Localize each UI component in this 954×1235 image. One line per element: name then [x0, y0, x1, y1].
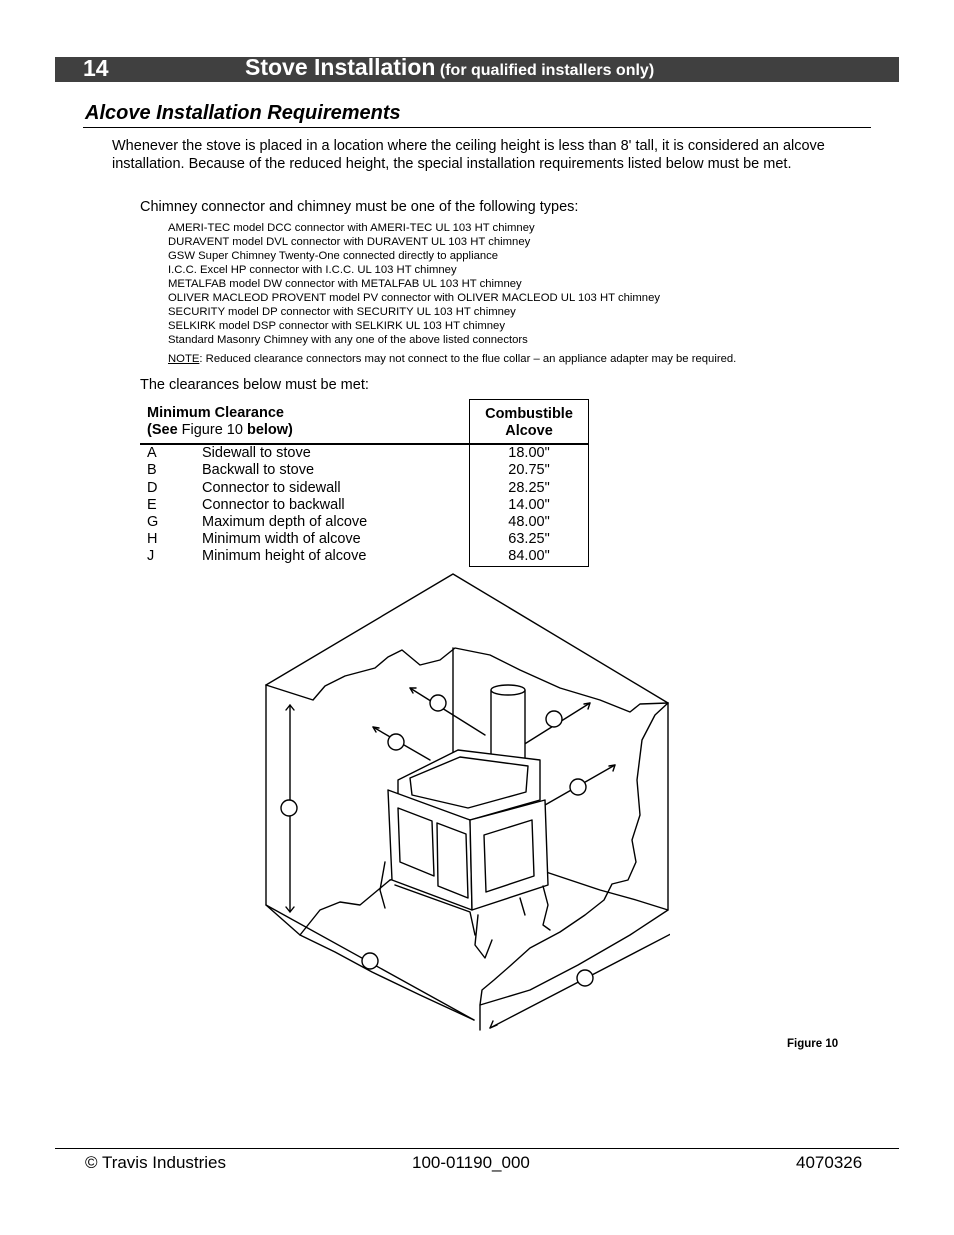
arrow-backwall-connector [410, 688, 485, 735]
min-clearance-header [147, 405, 293, 439]
table-row [140, 445, 589, 462]
row-letter: E [147, 497, 157, 513]
table-row [140, 548, 589, 565]
footer-code: 4070326 [796, 1153, 863, 1172]
table-row [140, 497, 589, 514]
callout-circle [570, 779, 586, 795]
alcove-column-header [470, 406, 588, 440]
row-description: Connector to backwall [202, 497, 345, 513]
row-letter: J [147, 548, 155, 564]
list-item: GSW Super Chimney Twenty-One connected directly to appliance [168, 250, 499, 262]
header-figure-ref: Figure 10 [177, 422, 247, 438]
table-row [140, 462, 589, 479]
list-item: AMERI-TEC model DCC connector with AMERI-TEC UL 103 HT chimney [168, 222, 535, 234]
alcove-ceiling-outline [266, 574, 668, 703]
row-value: 18.00" [508, 445, 550, 461]
chimney-intro: Chimney connector and chimney must be one of the following types: [140, 199, 579, 215]
figure-caption: Figure 10 [787, 1038, 839, 1050]
left-wall-top-edge [266, 648, 668, 712]
page-title-main: Stove Installation [245, 54, 436, 80]
stove-side [470, 800, 548, 910]
footer-divider [55, 1148, 899, 1149]
callout-circle [546, 711, 562, 727]
row-description: Sidewall to stove [202, 445, 311, 461]
footer-document-number: 100-01190_000 [412, 1153, 530, 1172]
row-value: 63.25" [508, 531, 550, 547]
footer-copyright: © Travis Industries [85, 1153, 227, 1172]
callout-circle [430, 695, 446, 711]
row-letter: B [147, 462, 157, 478]
list-item: SELKIRK model DSP connector with SELKIRK UL 103 HT chimney [168, 320, 505, 332]
note-text: : Reduced clearance connectors may not connect to the flue collar – an appliance adapter may be required. [199, 353, 737, 365]
page-header-bar [55, 54, 899, 82]
chimney-type-list [168, 221, 660, 347]
alcove-header-line1: Combustible [485, 406, 573, 422]
intro-paragraph: Whenever the stove is placed in a location where the ceiling height is less than 8' tall, it is considered an alcove installation. Because of the reduced height, the special installation requirements listed below must be met. [112, 138, 825, 172]
floor-right-edge [540, 870, 668, 910]
row-value: 20.75" [508, 462, 550, 478]
clearances-intro: The clearances below must be met: [140, 377, 369, 393]
list-item: METALFAB model DW connector with METALFAB UL 103 HT chimney [168, 278, 522, 290]
row-value: 84.00" [508, 548, 550, 564]
row-letter: H [147, 531, 158, 547]
callout-circle [362, 953, 378, 969]
alcove-header-line2: Alcove [505, 423, 553, 439]
list-item: DURAVENT model DVL connector with DURAVENT UL 103 HT chimney [168, 236, 531, 248]
row-description: Minimum height of alcove [202, 548, 367, 564]
row-description: Minimum width of alcove [202, 531, 361, 547]
note-label: NOTE [168, 353, 200, 365]
min-clearance-header-line1: Minimum Clearance [147, 405, 284, 421]
list-item: I.C.C. Excel HP connector with I.C.C. UL 103 HT chimney [168, 264, 457, 276]
alcove-diagram [260, 572, 670, 1032]
list-item: SECURITY model DP connector with SECURITY UL 103 HT chimney [168, 306, 516, 318]
row-description: Maximum depth of alcove [202, 514, 368, 530]
row-description: Connector to sidewall [202, 480, 341, 496]
table-row [140, 514, 589, 531]
table-row [140, 480, 589, 497]
callout-circle [388, 734, 404, 750]
list-item: OLIVER MACLEOD PROVENT model PV connector with OLIVER MACLEOD UL 103 HT chimney [168, 292, 661, 304]
row-value: 14.00" [508, 497, 550, 513]
row-value: 48.00" [508, 514, 550, 530]
section-divider [83, 127, 871, 128]
page-title [245, 55, 654, 83]
row-value: 28.25" [508, 480, 550, 496]
callout-circle [577, 970, 593, 986]
header-see: (See [147, 422, 178, 438]
section-title: Alcove Installation Requirements [85, 102, 401, 124]
left-wall-floor-tear [300, 880, 390, 935]
row-letter: G [147, 514, 159, 530]
list-item: Standard Masonry Chimney with any one of the above listed connectors [168, 334, 528, 346]
table-row [140, 531, 589, 548]
callout-circle [281, 800, 297, 816]
connector-note [168, 352, 736, 366]
row-letter: A [147, 445, 157, 461]
row-description: Backwall to stove [202, 462, 315, 478]
row-letter: D [147, 480, 158, 496]
page-number: 14 [83, 55, 109, 81]
header-below: below) [246, 422, 293, 438]
clearance-table [140, 399, 589, 568]
page-title-subtitle: (for qualified installers only) [439, 62, 655, 79]
